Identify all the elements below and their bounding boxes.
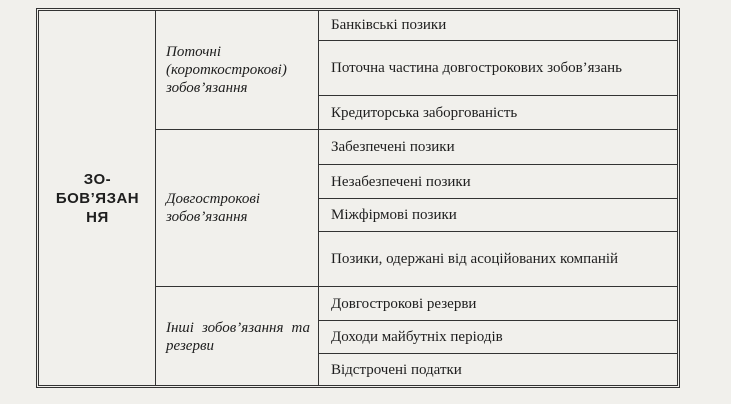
table-row: Банківські позики <box>331 17 447 33</box>
table-row: Міжфірмові позики <box>331 207 457 223</box>
category-other-liabilities: Інші зобов’язання та резерви <box>166 319 310 354</box>
main-category-label: ЗО- БОВ’ЯЗАН НЯ <box>55 170 140 226</box>
table-row: Поточна частина довгострокових зобов’язань <box>331 60 623 76</box>
table-row: Незабезпечені позики <box>331 173 471 190</box>
table-row: Кредиторська заборгованість <box>331 104 518 121</box>
table-row: Забезпечені позики <box>331 139 455 155</box>
table-row: Довгострокові резерви <box>331 295 477 312</box>
category-long-term-liabilities: Довгострокові зобов’язання <box>166 191 261 225</box>
category-current-liabilities: Поточні (короткострокові) зобов’язання <box>166 43 287 96</box>
table-row: Позики, одержані від асоційованих компаній <box>331 251 619 267</box>
main-category-cell <box>40 10 155 386</box>
table-row: Відстрочені податки <box>331 362 462 378</box>
table-row: Доходи майбутніх періодів <box>331 329 503 345</box>
